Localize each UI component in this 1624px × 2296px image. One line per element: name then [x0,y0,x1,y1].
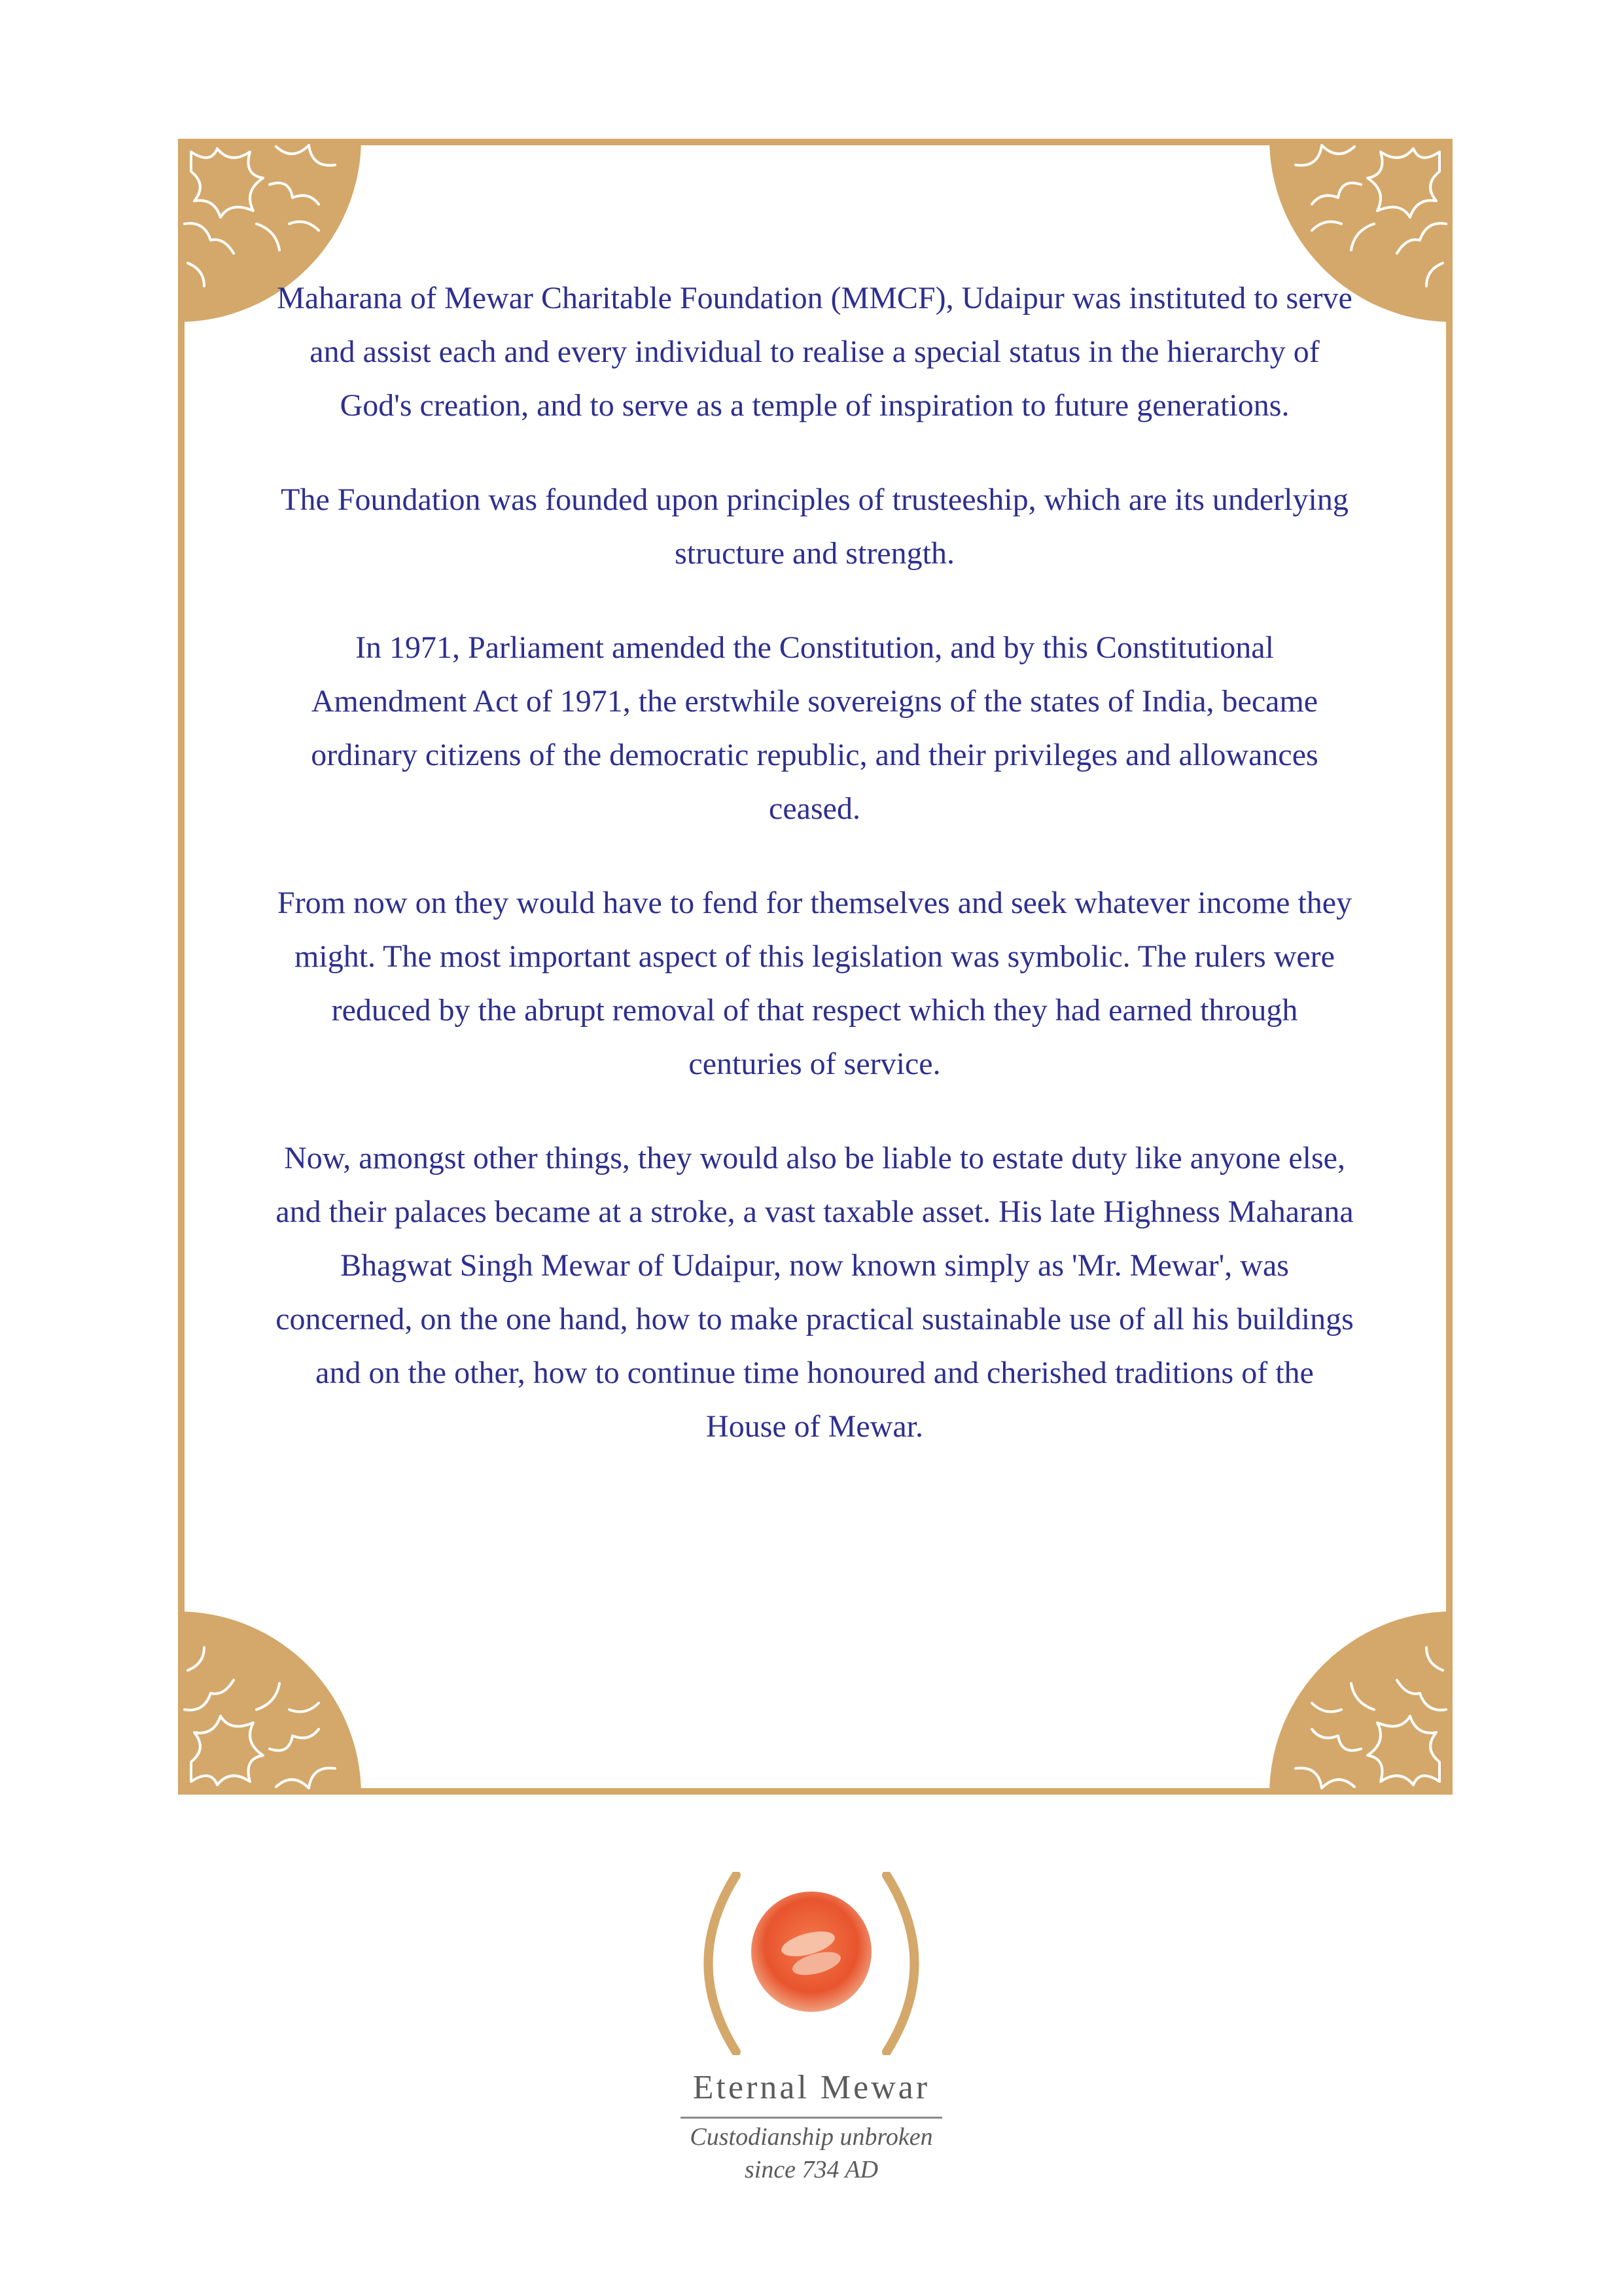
right-parenthesis-icon [877,1872,949,2055]
brand-name: Eternal Mewar [692,2069,930,2106]
tagline-line-2: since 734 AD [744,2156,879,2183]
lotus-corner-ornament-icon [1269,1611,1453,1795]
tagline-line-1: Custodianship unbroken [690,2123,933,2151]
brand-divider [680,2117,942,2119]
paragraph-legislation-impact: From now on they would have to fend for themselves and seek whatever income they might. The most important aspect of this legislation was symbolic. The rulers were reduced by the abrupt removal of that respect which they had earned through centuries of service. [277,886,1352,1081]
paragraph-1971-amendment: In 1971, Parliament amended the Constitution, and by this Constitutional Amendment Act of 1971, the erstwhile sovereigns of the states of India, became ordinary citizens of the democratic republic, and their privileges and allowances ceased. [311,630,1318,826]
paragraph-mmcf-intro: Maharana of Mewar Charitable Foundation (MMCF), Udaipur was instituted to serve and assist each and every individual to realise a special status in the hierarchy of God's creation, and to serve as a temple of inspiration to future generations. [277,281,1352,423]
left-parenthesis-icon [674,1872,746,2055]
body-text [275,272,1354,1494]
paragraph-trusteeship: The Foundation was founded upon principles of trusteeship, which are its underlying structure and strength. [281,482,1349,571]
paragraph-estate-duty: Now, amongst other things, they would also be liable to estate duty like anyone else, and their palaces became at a stroke, a vast taxable asset. His late Highness Maharana Bhagwat Singh Mewar of Udaipur, now known simply as 'Mr. Mewar', was concerned, on the one hand, how to make practical sustainable use of all his buildings and on the other, how to continue time honoured and cherished traditions of the House of Mewar. [275,1141,1354,1444]
tagline [654,2121,968,2186]
sun-emblem-icon [746,1886,877,2017]
lotus-corner-ornament-icon [178,1611,361,1795]
eternal-mewar-logo [654,1872,968,2183]
